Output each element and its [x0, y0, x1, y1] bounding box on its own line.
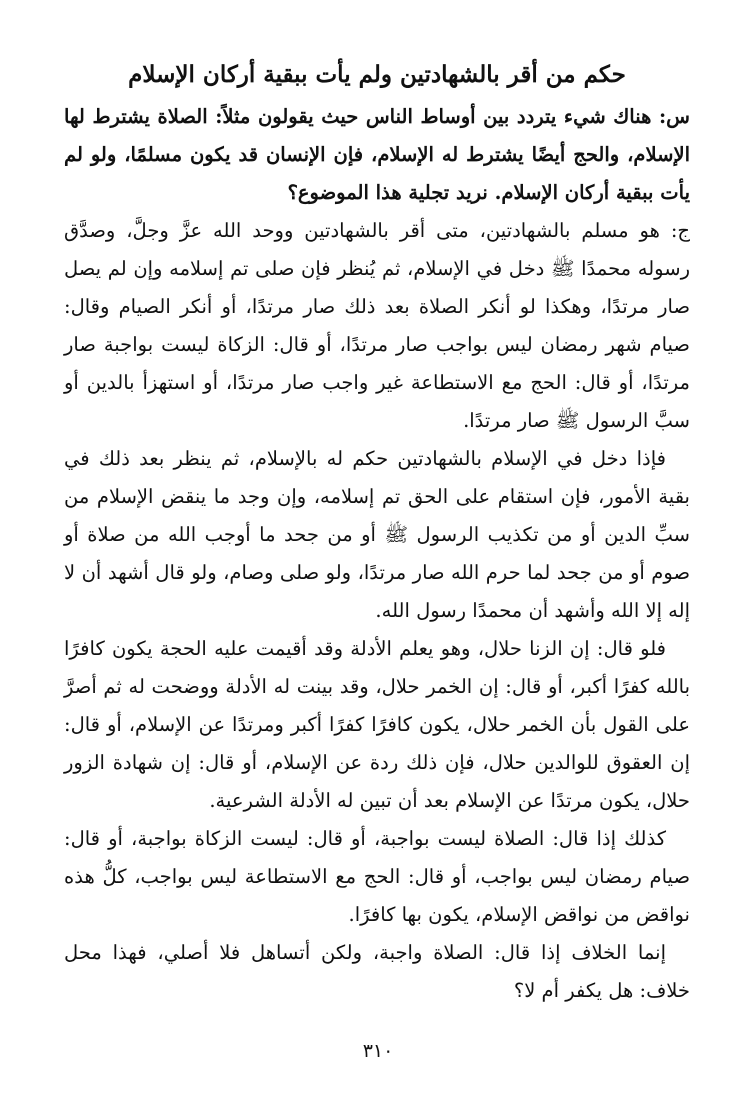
body-paragraph-4: كذلك إذا قال: الصلاة ليست بواجبة، أو قال: ليست الزكاة بواجبة، أو قال: صيام رمضان ليس بواجب، أو قال: الحج مع الاستطاعة ليس بواجب، كلُّ هذه نواقض من نواقض الإسلام، يكون بها كافرًا.: [64, 827, 690, 926]
question-paragraph: س: هناك شيء يتردد بين أوساط الناس حيث يقولون مثلاً: الصلاة يشترط لها الإسلام، والحج أيضًا يشترط له الإسلام، فإن الإنسان قد يكون مسلمًا، ولو لم يأت ببقية أركان الإسلام. نريد تجلية هذا الموضوع؟: [64, 105, 690, 204]
body-paragraph-2: فإذا دخل في الإسلام بالشهادتين حكم له بالإسلام، ثم ينظر بعد ذلك في بقية الأمور، فإن استقام على الحق تم إسلامه، وإن وجد ما ينقض الإسلام من سبِّ الدين أو من تكذيب الرسول ﷺ أو من جحد ما أوجب الله من صلاة أو صوم أو من جحد لما حرم الله صار مرتدًا، ولو صلى وصام، ولو قال أشهد أن لا إله إلا الله وأشهد أن محمدًا رسول الله.: [64, 447, 690, 622]
page-number: ٣١٠: [362, 1040, 394, 1062]
answer-paragraph: ج: هو مسلم بالشهادتين، متى أقر بالشهادتين ووحد الله عزَّ وجلَّ، وصدَّق رسوله محمدًا ﷺ دخل في الإسلام، ثم يُنظر فإن صلى تم إسلامه وإن لم يصل صار مرتدًا، وهكذا لو أنكر الصلاة بعد ذلك صار مرتدًا، أو أنكر الصيام وقال: صيام شهر رمضان ليس بواجب صار مرتدًا، أو قال: الزكاة ليست بواجبة صار مرتدًا، أو قال: الحج مع الاستطاعة غير واجب صار مرتدًا، أو استهزأ بالدين أو سبَّ الرسول ﷺ صار مرتدًا.: [64, 219, 690, 432]
body-paragraph-3: فلو قال: إن الزنا حلال، وهو يعلم الأدلة وقد أقيمت عليه الحجة يكون كافرًا بالله كفرًا أكبر، أو قال: إن الخمر حلال، وقد بينت له الأدلة ووضحت له ثم أصرَّ على القول بأن الخمر حلال، يكون كافرًا كفرًا أكبر ومرتدًا عن الإسلام، أو قال: إن العقوق للوالدين حلال، فإن ذلك ردة عن الإسلام، أو قال: إن شهادة الزور حلال، يكون مرتدًا عن الإسلام بعد أن تبين له الأدلة الشرعية.: [64, 637, 690, 812]
page-title: حكم من أقر بالشهادتين ولم يأت ببقية أركان الإسلام: [128, 61, 626, 88]
body-paragraph-5: إنما الخلاف إذا قال: الصلاة واجبة، ولكن أتساهل فلا أصلي، فهذا محل خلاف: هل يكفر أم لا؟: [64, 941, 690, 1002]
